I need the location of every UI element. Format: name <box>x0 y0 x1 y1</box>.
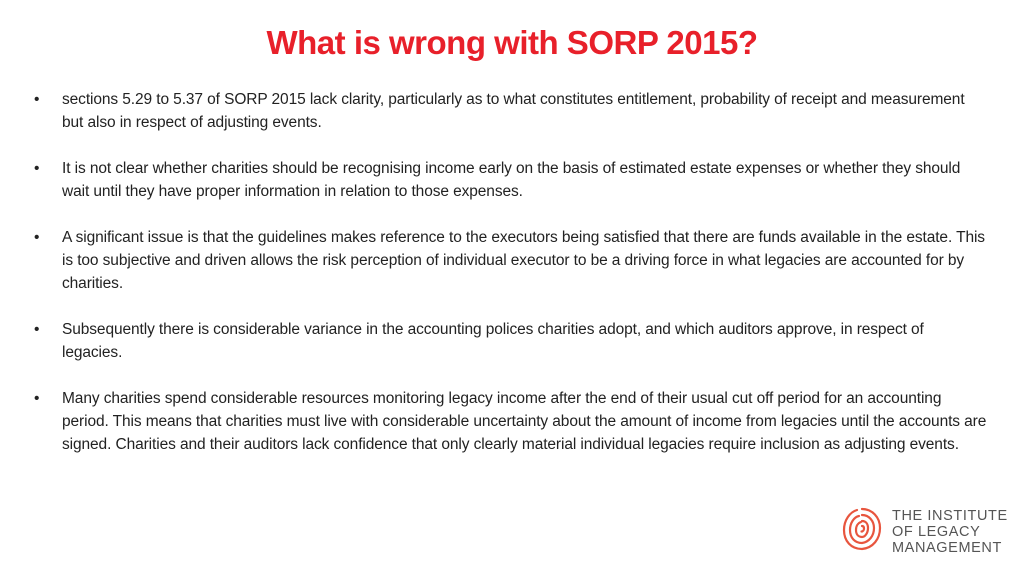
bullet-text: A significant issue is that the guidelines makes reference to the executors being satisfied that there are funds available in the estate. This is too subjective and driven allows the risk perception of individual executor to be a driving force in what legacies are accounted for by charities. <box>62 229 985 292</box>
bullet-item <box>28 387 988 456</box>
bullet-dot: • <box>34 321 40 338</box>
bullet-item <box>28 318 988 364</box>
slide-title: What is wrong with SORP 2015? <box>266 24 758 61</box>
bullet-item <box>28 157 988 203</box>
institute-logo <box>840 505 1020 561</box>
bullet-list <box>28 88 988 479</box>
concentric-fingerprint-icon <box>840 505 884 553</box>
bullet-text: Subsequently there is considerable variance in the accounting polices charities adopt, and which auditors approve, in respect of legacies. <box>62 321 924 361</box>
bullet-text: It is not clear whether charities should be recognising income early on the basis of estimated estate expenses or whether they should wait until they have proper information in relation to those expenses. <box>62 160 961 200</box>
bullet-text: Many charities spend considerable resources monitoring legacy income after the end of their usual cut off period for an accounting period. This means that charities must live with considerable uncertainty about the amount of income from legacies until the accounts are signed. Charities and their auditors lack confidence that only clearly material individual legacies require inclusion as adjusting events. <box>62 390 987 453</box>
bullet-item <box>28 226 988 295</box>
logo-line-1: THE INSTITUTE <box>892 508 1008 524</box>
bullet-dot: • <box>34 229 40 246</box>
logo-text <box>892 508 1008 556</box>
bullet-item <box>28 88 988 134</box>
bullet-text: sections 5.29 to 5.37 of SORP 2015 lack clarity, particularly as to what constitutes entitlement, probability of receipt and measurement but also in respect of adjusting events. <box>62 91 965 131</box>
bullet-dot: • <box>34 160 40 177</box>
bullet-dot: • <box>34 390 40 407</box>
logo-line-3: MANAGEMENT <box>892 540 1002 556</box>
bullet-dot: • <box>34 91 40 108</box>
logo-line-2: OF LEGACY <box>892 524 981 540</box>
